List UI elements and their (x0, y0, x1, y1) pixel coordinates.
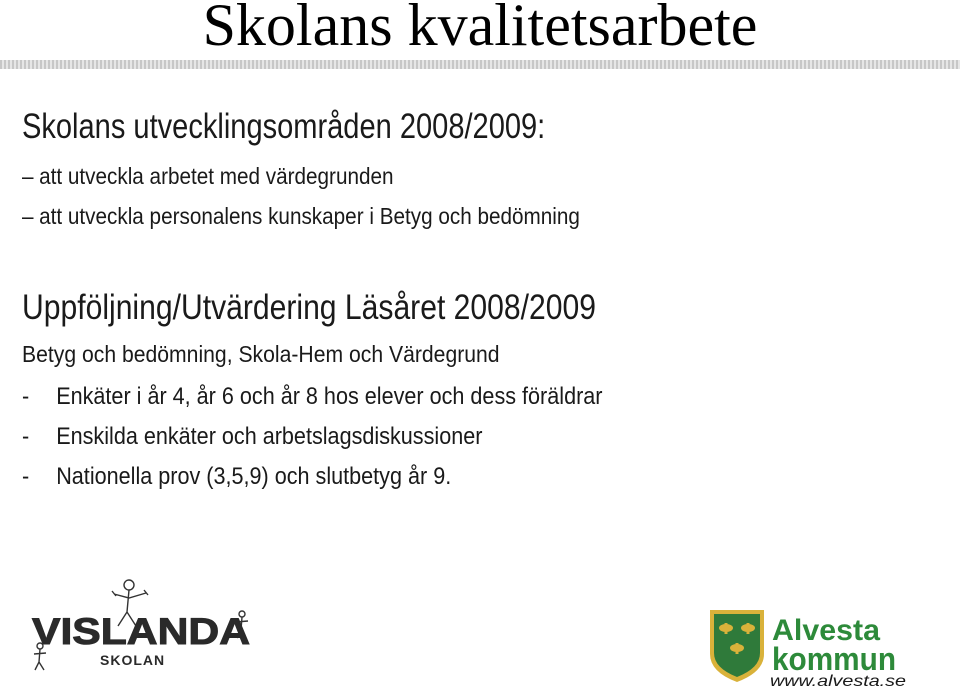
bullet-mark: - (22, 383, 30, 410)
bullet-mark: - (22, 463, 30, 490)
evaluation-bullet (22, 423, 482, 451)
alvesta-coat-of-arms-icon (710, 610, 764, 682)
evaluation-bullet-text: Nationella prov (3,5,9) och slutbetyg år 9. (56, 463, 452, 490)
title-divider (0, 60, 960, 69)
evaluation-bullet (22, 383, 602, 411)
vislanda-wordmark: VISLANDA (32, 611, 250, 652)
alvesta-url: www.alvesta.se (770, 673, 907, 689)
evaluation-bullet-text: Enkäter i år 4, år 6 och år 8 hos elever och dess föräldrar (56, 383, 603, 410)
section-heading-evaluation: Uppföljning/Utvärdering Läsåret 2008/2009 (22, 288, 596, 327)
alvesta-wordmark: Alvesta (772, 614, 881, 647)
alvesta-kommun-logo (706, 606, 916, 689)
evaluation-subheading: Betyg och bedömning, Skola-Hem och Värdegrund (22, 341, 500, 367)
development-item-text: att utveckla personalens kunskaper i Betyg och bedömning (39, 203, 580, 229)
slide-title: Skolans kvalitetsarbete (202, 0, 758, 58)
section-heading-development-areas: Skolans utvecklingsområden 2008/2009: (22, 107, 546, 146)
development-item (22, 203, 580, 229)
skolan-wordmark: SKOLAN (100, 652, 166, 668)
development-item (22, 163, 394, 189)
kommun-wordmark: kommun (772, 641, 896, 677)
vislanda-skolan-logo (28, 574, 260, 674)
bullet-mark: - (22, 423, 30, 450)
development-item-text: att utveckla arbetet med värdegrunden (39, 163, 394, 189)
dash-mark: – (22, 163, 34, 189)
evaluation-bullet-text: Enskilda enkäter och arbetslagsdiskussioner (56, 423, 483, 450)
dash-mark: – (22, 203, 34, 229)
evaluation-bullet (22, 463, 451, 491)
